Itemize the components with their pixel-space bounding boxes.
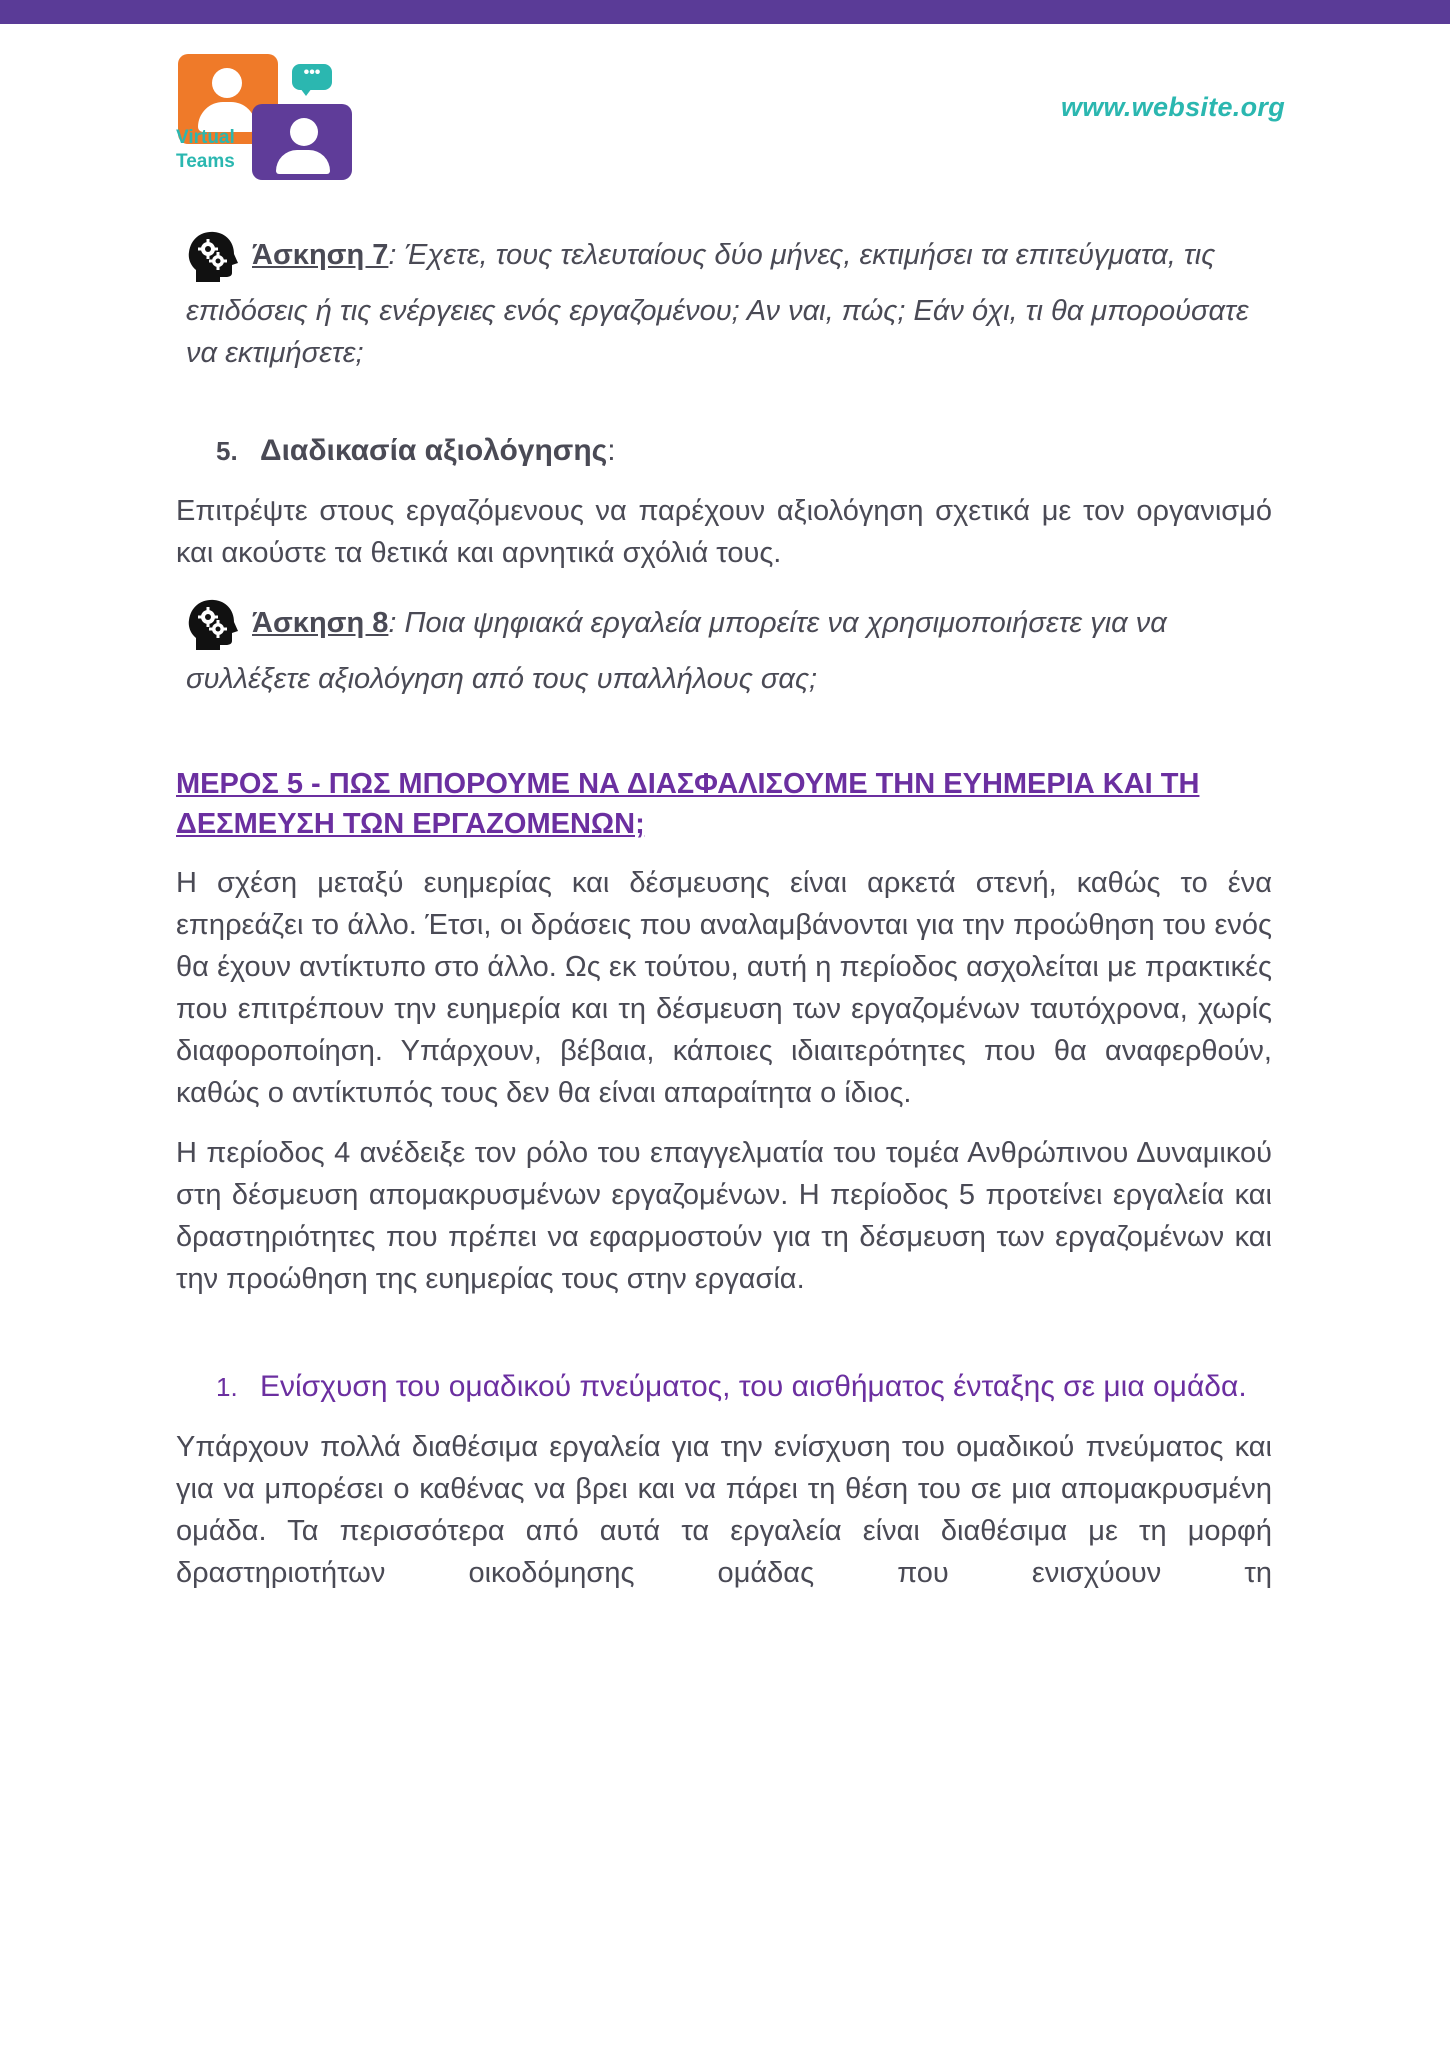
virtual-teams-logo	[176, 50, 356, 180]
exercise-8	[186, 602, 1272, 700]
item-1-body: Υπάρχουν πολλά διαθέσιμα εργαλεία για την ενίσχυση του ομαδικού πνεύματος και για να μπορέσει ο καθένας να βρει και να πάρει τη θέση του σε μια απομακρυσμένη ομάδα. Τα περισσότερα από αυτά τα εργαλεία είναι διαθέσιμα με τη μορφή δραστηριοτήτων οικοδόμησης ομάδας που ενισχύουν τη	[176, 1431, 1272, 1589]
website-url[interactable]: www.website.org	[1060, 92, 1285, 122]
head-gears-icon	[186, 230, 238, 286]
item-1-number: 1.	[216, 1372, 238, 1402]
part-5-paragraph-2: Η περίοδος 4 ανέδειξε τον ρόλο του επαγγελματία του τομέα Ανθρώπινου Δυναμικού στη δέσμευση απομακρυσμένων εργαζομένων. Η περίοδος 5 προτείνει εργαλεία και δραστηριότητες που πρέπει να εφαρμοστούν για τη δέσμευση των εργαζομένων και την προώθηση της ευημερίας τους στην εργασία.	[176, 1137, 1272, 1295]
head-gears-icon	[186, 598, 238, 654]
exercise-7-text: : Έχετε, τους τελευταίους δύο μήνες, εκτιμήσει τα επιτεύγματα, τις επιδόσεις ή τις ενέργειες ενός εργαζομένου; Αν ναι, πώς; Εάν όχι, τι θα μπορούσατε να εκτιμήσετε;	[186, 239, 1249, 369]
exercise-8-label: Άσκηση 8	[252, 607, 389, 639]
exercise-8-text: : Ποια ψηφιακά εργαλεία μπορείτε να χρησιμοποιήσετε για να συλλέξετε αξιολόγηση από τους υπαλλήλους σας;	[186, 607, 1167, 695]
chat-bubble-icon: •••	[292, 64, 332, 90]
part-5-paragraph-1: Η σχέση μεταξύ ευημερίας και δέσμευσης είναι αρκετά στενή, καθώς το ένα επηρεάζει το άλλο. Έτσι, οι δράσεις που αναλαμβάνονται για την προώθηση του ενός θα έχουν αντίκτυπο στο άλλο. Ως εκ τούτου, αυτή η περίοδος ασχολείται με πρακτικές που επιτρέπουν την ευημερία και τη δέσμευση των εργαζομένων ταυτόχρονα, χωρίς διαφοροποίηση. Υπάρχουν, βέβαια, κάποιες ιδιαιτερότητες που θα αναφερθούν, καθώς ο αντίκτυπός τους δεν θα είναι απαραίτητα ο ίδιος.	[176, 867, 1272, 1109]
section-5-heading	[176, 430, 1272, 472]
item-1-heading	[176, 1366, 1272, 1408]
section-5-title: Διαδικασία αξιολόγησης	[260, 434, 608, 467]
top-accent-bar	[0, 0, 1450, 24]
exercise-7-label: Άσκηση 7	[252, 239, 389, 271]
exercise-7	[186, 234, 1272, 374]
section-5-number: 5.	[216, 436, 238, 466]
section-5-suffix: :	[607, 434, 616, 467]
logo-text: Virtual Teams	[176, 127, 235, 172]
page-content	[176, 234, 1272, 1594]
part-5-heading: ΜΕΡΟΣ 5 - ΠΩΣ ΜΠΟΡΟΥΜΕ ΝΑ ΔΙΑΣΦΑΛΙΣΟΥΜΕ ΤΗΝ ΕΥΗΜΕΡΙΑ ΚΑΙ ΤΗ ΔΕΣΜΕΥΣΗ ΤΩΝ ΕΡΓΑΖΟΜΕΝΩΝ;	[176, 768, 1200, 840]
section-5-body: Επιτρέψτε στους εργαζόμενους να παρέχουν αξιολόγηση σχετικά με τον οργανισμό και ακούστε τα θετικά και αρνητικά σχόλιά τους.	[176, 495, 1272, 569]
item-1-title: Ενίσχυση του ομαδικού πνεύματος, του αισθήματος ένταξης σε μια ομάδα.	[260, 1370, 1247, 1403]
